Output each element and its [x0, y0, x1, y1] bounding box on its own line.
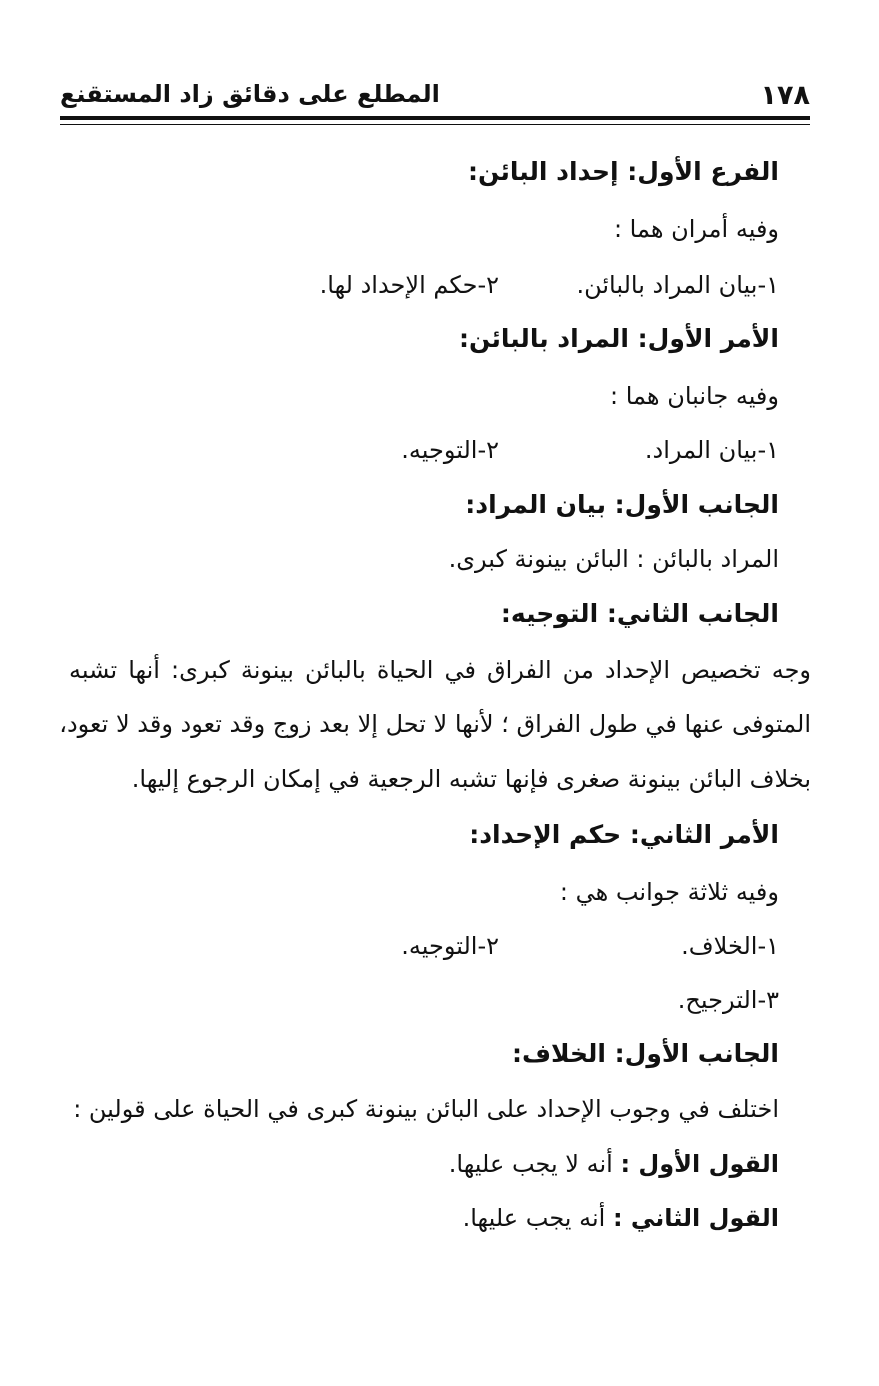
paragraph-line: بخلاف البائن بينونة صغرى فإنها تشبه الرجعية في إمكان الرجوع إليها.	[131, 765, 811, 793]
section-heading: الفرع الأول: إحداد البائن:	[468, 157, 779, 186]
header-rule-thin	[60, 124, 810, 125]
header-rule-thick	[60, 116, 810, 120]
page-number: ١٧٨	[760, 80, 810, 111]
paragraph-intro: وفيه جانبان هما :	[610, 382, 779, 410]
list-item: ٣-الترجيح.	[677, 986, 779, 1014]
list-item: ١-الخلاف.	[681, 932, 779, 960]
list-item: ١-بيان المراد.	[644, 436, 779, 464]
list-item: ١-بيان المراد بالبائن.	[576, 271, 779, 299]
list-item: ٢-التوجيه.	[401, 436, 499, 464]
book-title: المطلع على دقائق زاد المستقنع	[60, 80, 440, 108]
subsection-heading: الجانب الثاني: التوجيه:	[500, 599, 779, 628]
subsection-heading: الجانب الأول: بيان المراد:	[465, 490, 779, 519]
subsection-heading: الجانب الأول: الخلاف:	[511, 1039, 779, 1068]
opinion-label: القول الأول :	[620, 1150, 779, 1178]
paragraph-intro: وفيه أمران هما :	[613, 215, 779, 243]
subsection-heading: الأمر الأول: المراد بالبائن:	[458, 324, 779, 353]
opinion-line	[463, 1204, 779, 1232]
page-header	[60, 80, 810, 120]
subsection-heading: الأمر الثاني: حكم الإحداد:	[469, 820, 779, 849]
paragraph-line: وجه تخصيص الإحداد من الفراق في الحياة بالبائن بينونة كبرى: أنها تشبه	[69, 656, 811, 684]
paragraph: المراد بالبائن : البائن بينونة كبرى.	[448, 545, 779, 573]
list-item: ٢-حكم الإحداد لها.	[319, 271, 499, 299]
opinion-text: أنه لا يجب عليها.	[448, 1150, 621, 1178]
opinion-label: القول الثاني :	[612, 1204, 779, 1232]
opinion-line	[449, 1150, 779, 1178]
paragraph-intro: وفيه ثلاثة جوانب هي :	[559, 878, 779, 906]
paragraph: اختلف في وجوب الإحداد على البائن بينونة كبرى في الحياة على قولين :	[73, 1095, 779, 1123]
list-item: ٢-التوجيه.	[401, 932, 499, 960]
opinion-text: أنه يجب عليها.	[462, 1204, 613, 1232]
paragraph-line: المتوفى عنها في طول الفراق ؛ لأنها لا تحل إلا بعد زوج وقد تعود وقد لا تعود،	[59, 710, 811, 738]
